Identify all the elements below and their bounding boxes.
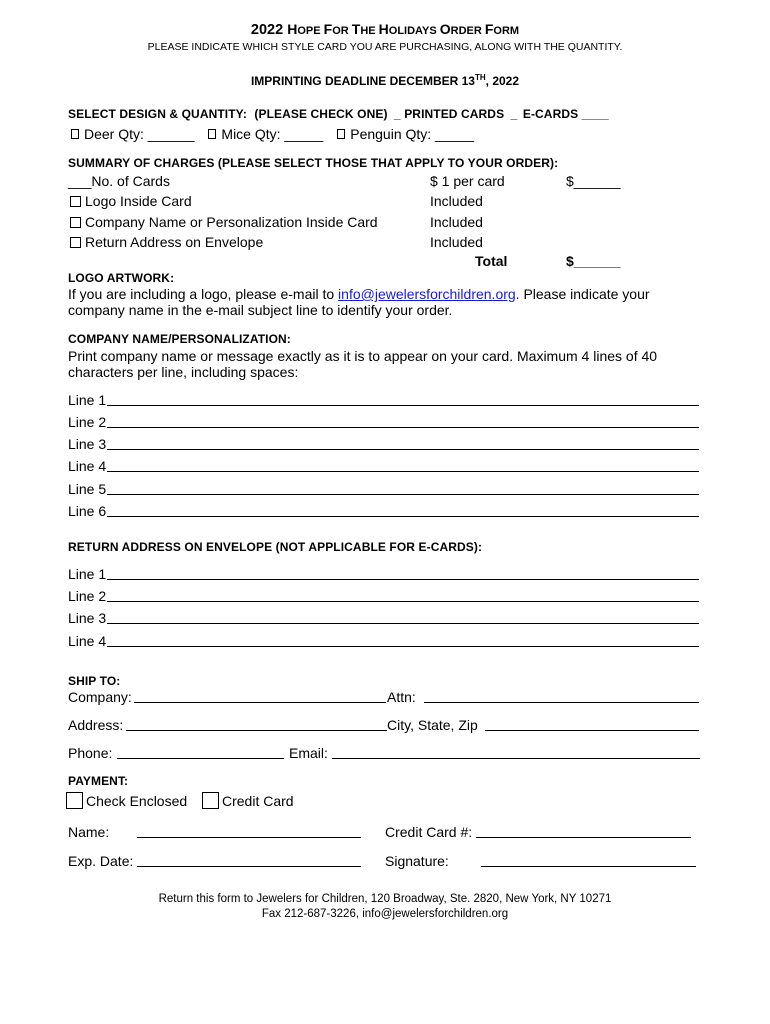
penguin-qty-label: Penguin Qty: _____ [350,126,474,142]
summary-heading: SUMMARY OF CHARGES (PLEASE SELECT THOSE THAT APPLY TO YOUR ORDER): [68,156,559,170]
title-year: 2022 [250,22,288,38]
ship-attn-input[interactable] [424,702,699,703]
ship-email-input[interactable] [332,758,700,759]
return-line-label: Line 3 [68,610,107,626]
company-label: Company Name or Personalization Inside Card [85,214,378,230]
ship-address-label: Address: [68,717,124,733]
check-enclosed-checkbox[interactable] [66,792,83,809]
company-line-input[interactable] [107,405,699,406]
summary-row-logo [70,193,192,209]
title-part: HE [360,25,379,37]
return-line-input[interactable] [107,601,699,602]
return-address-checkbox[interactable] [70,237,81,248]
company-line-input[interactable] [107,427,699,428]
credit-card-label: Credit Card [222,793,294,809]
imprinting-deadline [0,73,770,88]
company-line-label: Line 5 [68,481,107,497]
company-line-label: Line 3 [68,436,107,452]
company-instructions: Print company name or message exactly as it is to appear on your card. Maximum 4 lines of 40 [68,348,658,364]
ship-city-label: City, State, Zip [387,717,478,733]
company-line-label: Line 2 [68,414,107,430]
payment-cc-label: Credit Card #: [385,824,473,840]
ecards-blank[interactable]: _ [510,107,518,121]
company-line-label: Line 6 [68,503,107,519]
title-part: H [287,21,298,37]
title-part: OPE [297,25,324,37]
email-link[interactable]: info@jewelersforchildren.org [338,286,516,302]
payment-check-option [66,792,187,809]
ecards-option: E-CARDS [522,107,579,121]
payment-name-input[interactable] [137,837,361,838]
deadline-sup: TH [474,73,486,82]
summary-amount-cards[interactable]: $______ [566,173,621,189]
ship-company-input[interactable] [134,702,386,703]
title-part: F [484,21,494,37]
form-title [0,21,770,38]
company-line-input[interactable] [107,449,699,450]
company-checkbox[interactable] [70,217,81,228]
select-note: (PLEASE CHECK ONE) [254,107,388,121]
logo-instructions-line2: company name in the e-mail subject line to identify your order. [68,302,453,318]
title-part: RDER [450,25,485,37]
return-address-heading: RETURN ADDRESS ON ENVELOPE (NOT APPLICABLE FOR E-CARDS): [68,540,483,554]
ecards-quantity-blank[interactable]: ____ [581,107,609,121]
company-instructions-line2: characters per line, including spaces: [68,364,299,380]
logo-text-after: . Please indicate your [515,286,650,302]
penguin-checkbox[interactable] [337,129,345,139]
title-part: T [351,21,361,37]
return-line-input[interactable] [107,579,699,580]
return-line-label: Line 1 [68,566,107,582]
payment-signature-label: Signature: [385,853,449,869]
deadline-year: , 2022 [485,74,520,88]
ship-company-label: Company: [68,689,132,705]
select-design-heading [68,107,609,121]
company-line-label: Line 4 [68,458,107,474]
payment-credit-option [202,792,294,809]
company-line-label: Line 1 [68,392,107,408]
summary-row-company [70,214,378,230]
mice-qty-label: Mice Qty: _____ [221,126,324,142]
credit-card-checkbox[interactable] [202,792,219,809]
logo-label: Logo Inside Card [85,193,192,209]
payment-exp-label: Exp. Date: [68,853,134,869]
deer-qty-label: Deer Qty: ______ [84,126,195,142]
title-part: OR [332,25,352,37]
total-amount[interactable]: $______ [566,253,621,269]
company-name-heading: COMPANY NAME/PERSONALIZATION: [68,332,291,346]
title-part: O [439,21,451,37]
total-label: Total [475,253,508,269]
printed-blank[interactable]: _ [393,107,401,121]
deadline-text: IMPRINTING DEADLINE DECEMBER 13 [250,74,475,88]
logo-instructions [68,286,650,302]
summary-price-cards: $ 1 per card [430,173,505,189]
company-line-input[interactable] [107,516,699,517]
form-subtitle: PLEASE INDICATE WHICH STYLE CARD YOU ARE PURCHASING, ALONG WITH THE QUANTITY. [147,41,623,53]
return-label: Return Address on Envelope [85,234,264,250]
summary-price-company: Included [430,214,483,230]
summary-price-return: Included [430,234,483,250]
return-line-input[interactable] [107,623,699,624]
return-line-input[interactable] [107,646,699,647]
company-line-input[interactable] [107,494,699,495]
payment-signature-input[interactable] [481,866,696,867]
summary-row-return [70,234,263,250]
ship-address-input[interactable] [126,730,387,731]
payment-cc-input[interactable] [476,837,691,838]
logo-text: If you are including a logo, please e-mail to [68,286,339,302]
payment-name-label: Name: [68,824,110,840]
title-part: OLIDAYS [388,25,440,37]
logo-artwork-heading: LOGO ARTWORK: [68,271,175,285]
title-part: F [323,21,333,37]
deer-checkbox[interactable] [71,129,79,139]
ship-to-heading: SHIP TO: [68,674,121,688]
ship-phone-label: Phone: [68,745,113,761]
logo-checkbox[interactable] [70,196,81,207]
title-part: H [378,21,389,37]
ship-attn-label: Attn: [387,689,416,705]
company-line-input[interactable] [107,471,699,472]
ship-city-input[interactable] [485,730,699,731]
summary-row-cards: ___No. of Cards [68,173,170,189]
select-label: SELECT DESIGN & QUANTITY: [68,107,247,121]
payment-heading: PAYMENT: [68,774,129,788]
footer-address: Return this form to Jewelers for Children, 120 Broadway, Ste. 2820, New York, NY 10271 [158,893,612,905]
ship-email-label: Email: [289,745,328,761]
payment-exp-input[interactable] [137,866,361,867]
mice-checkbox[interactable] [208,129,216,139]
footer-contact: Fax 212-687-3226, info@jewelersforchildren.org [261,908,509,920]
check-enclosed-label: Check Enclosed [86,793,188,809]
design-options-row [71,126,474,142]
return-line-label: Line 4 [68,633,107,649]
title-part: ORM [493,25,520,37]
printed-cards-option: PRINTED CARDS [404,107,505,121]
summary-price-logo: Included [430,193,483,209]
ship-phone-input[interactable] [117,758,284,759]
return-line-label: Line 2 [68,588,107,604]
